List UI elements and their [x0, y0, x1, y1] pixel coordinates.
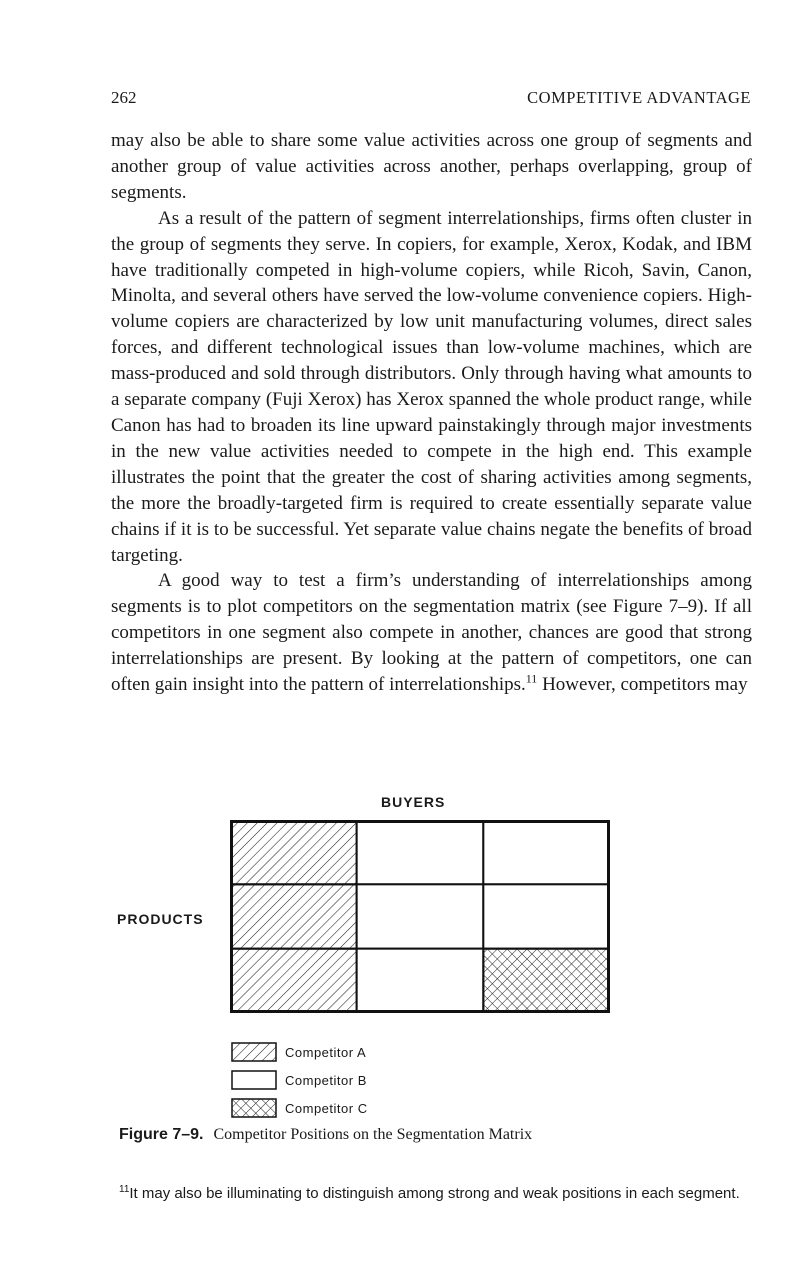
- matrix-cell-r2-c1-competitor-a: [230, 884, 357, 948]
- matrix-cell-r1-c2-competitor-b: [357, 820, 484, 884]
- legend-label-competitor-a: Competitor A: [285, 1044, 367, 1060]
- footnote-text: It may also be illuminating to distinguish among strong and weak positions in each segment.: [129, 1185, 740, 1202]
- body-text: [111, 128, 752, 698]
- page-header: [111, 88, 751, 116]
- paragraph-1: may also be able to share some value activities across one group of segments and another group of value activities across another, perhaps overlapping, group of segments.: [111, 130, 752, 203]
- footnote-mark: 11: [119, 1184, 130, 1195]
- figure-title: Competitor Positions on the Segmentation Matrix: [213, 1126, 533, 1143]
- paragraph-3-main: A good way to test a firm’s understanding of interrelationships among segments is to plot competitors on the segmentation matrix (see Figure 7–9). If all competitors in one segment also compete in another, chances are good that strong interrelationships are present. By looking at the pattern of competitors, one can often gain insight into the pattern of interrelationships.: [111, 570, 752, 696]
- page-number: 262: [111, 88, 137, 107]
- legend-label-competitor-b: Competitor B: [285, 1072, 367, 1088]
- footnote-reference: 11: [525, 671, 538, 686]
- matrix-cell-r3-c2-competitor-b: [357, 949, 484, 1013]
- swatch-competitor-a: [231, 1042, 277, 1062]
- swatch-competitor-c: [231, 1098, 277, 1118]
- legend-item-competitor-b: [231, 1066, 368, 1094]
- running-head: COMPETITIVE ADVANTAGE: [527, 88, 751, 107]
- matrix-cell-r1-c3-competitor-b: [483, 820, 610, 884]
- segmentation-matrix: [230, 820, 610, 1013]
- legend: [231, 1038, 368, 1122]
- paragraph-3: [111, 568, 752, 698]
- matrix-cell-r1-c1-competitor-a: [230, 820, 357, 884]
- axis-label-buyers: BUYERS: [381, 794, 446, 810]
- matrix-cell-r2-c2-competitor-b: [357, 884, 484, 948]
- paragraph-3-tail: However, competitors may: [537, 674, 748, 696]
- matrix-cell-r2-c3-competitor-b: [483, 884, 610, 948]
- figure-number: Figure 7–9.: [119, 1126, 204, 1143]
- figure-caption: [119, 1126, 532, 1144]
- matrix-cell-r3-c3-competitor-c: [483, 949, 610, 1013]
- footnote: [119, 1183, 751, 1205]
- legend-label-competitor-c: Competitor C: [285, 1100, 368, 1116]
- legend-item-competitor-a: [231, 1038, 368, 1066]
- swatch-competitor-b: [231, 1070, 277, 1090]
- paragraph-2: As a result of the pattern of segment interrelationships, firms often cluster in the group of segments they serve. In copiers, for example, Xerox, Kodak, and IBM have traditionally competed in high-volume copiers, while Ricoh, Savin, Canon, Minolta, and several others have served the low-volume convenience copiers. High-volume copiers are characterized by low unit manufacturing volumes, direct sales forces, and different technological issues than low-volume machines, which are mass-produced and sold through distributors. Only through having what amounts to a separate company (Fuji Xerox) has Xerox spanned the whole product range, while Canon has had to broaden its line upward painstakingly through major investments in the new value activities needed to compete in the high end. This example illustrates the point that the greater the cost of sharing activities among segments, the more the broadly-targeted firm is required to create essentially separate value chains if it is to be successful. Yet separate value chains negate the benefits of broad targeting.: [111, 207, 752, 566]
- matrix-cell-r3-c1-competitor-a: [230, 949, 357, 1013]
- legend-item-competitor-c: [231, 1094, 368, 1122]
- axis-label-products: PRODUCTS: [117, 911, 204, 927]
